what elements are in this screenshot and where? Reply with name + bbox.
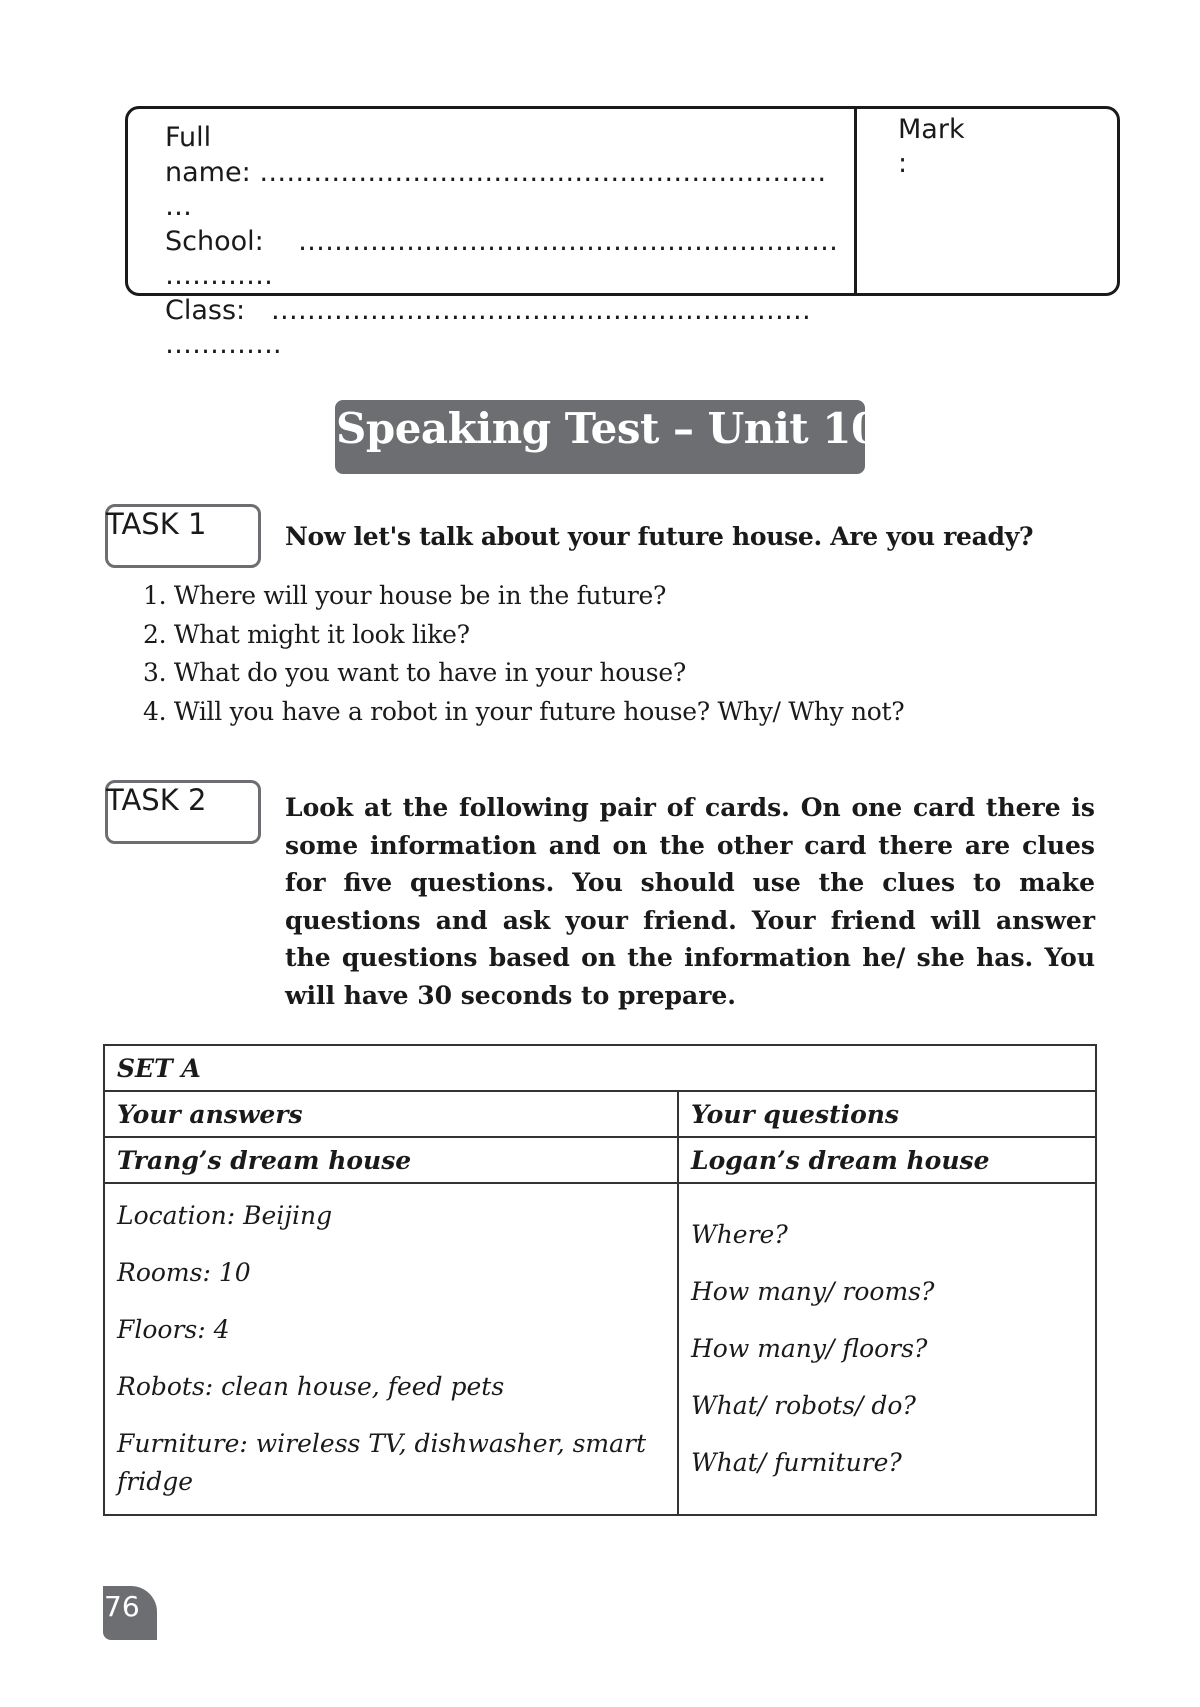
list-item: 2. What might it look like? [143, 619, 470, 649]
answer-item: Location: Beijing [117, 1201, 333, 1230]
right-column-subheader: Logan’s dream house [678, 1137, 1096, 1183]
question-clue: What/ robots/ do? [691, 1391, 916, 1420]
task1-label: TASK 1 [106, 507, 207, 541]
answer-item: Robots: clean house, feed pets [117, 1372, 505, 1401]
set-a-table [103, 1044, 1097, 1516]
list-item: 1. Where will your house be in the future? [143, 581, 667, 610]
task2-instruction: Look at the following pair of cards. On one card there is some information and on the other card there are clues for five questions. You should use the clues to make questions and ask your friend. Your friend will answer the questions based on the information he/ she has. You will have 30 seconds to prepare. [285, 793, 1095, 1010]
answers-cell [104, 1183, 678, 1515]
answer-item: Rooms: 10 [117, 1258, 251, 1287]
list-item: 3. What do you want to have in your house? [143, 658, 686, 687]
info-box-divider [854, 106, 857, 296]
mark-field: Mark : [898, 114, 965, 179]
list-item: 4. Will you have a robot in your future house? Why/ Why not? [143, 696, 905, 726]
task1-instruction: Now let's talk about your future house. Are you ready? [285, 522, 1034, 551]
questions-cell [678, 1183, 1096, 1515]
left-column-header: Your answers [104, 1091, 678, 1137]
question-clue: What/ furniture? [691, 1448, 902, 1477]
page-number: 76 [104, 1590, 140, 1623]
left-column-subheader: Trang’s dream house [104, 1137, 678, 1183]
task2-label: TASK 2 [106, 783, 207, 817]
set-label: SET A [104, 1045, 1096, 1091]
page-title: Speaking Test – Unit 10 [336, 404, 880, 453]
task1-question-list [143, 577, 904, 731]
right-column-header: Your questions [678, 1091, 1096, 1137]
student-info-fields: Full name: ……………………………………………………… … School: …………………………………………………… ………… Class: …………………………………………………… …………. [165, 122, 839, 360]
answer-item: Floors: 4 [117, 1315, 230, 1344]
question-clue: Where? [691, 1220, 788, 1249]
answer-item: Furniture: wireless TV, dishwasher, smart fridge [117, 1429, 647, 1496]
question-clue: How many/ rooms? [691, 1277, 935, 1306]
question-clue: How many/ floors? [691, 1334, 928, 1363]
